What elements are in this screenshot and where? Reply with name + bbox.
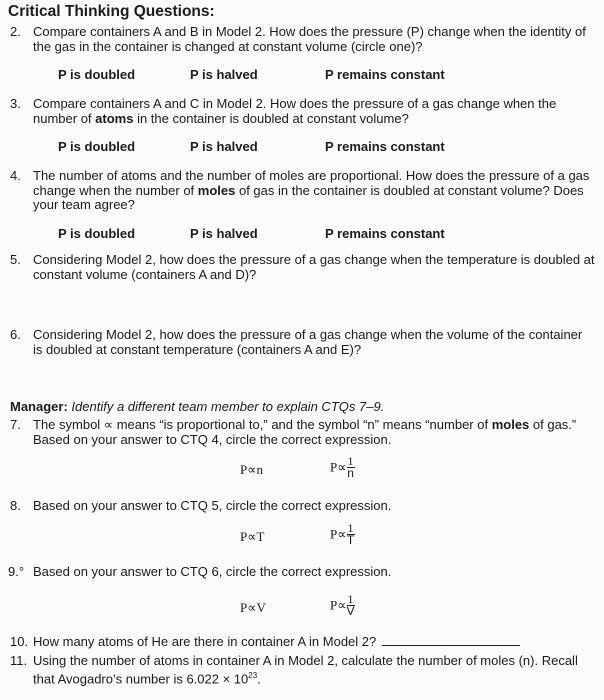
question-text: Compare containers A and B in Model 2. How does the pressure (P) change when the identity of the gas in the container is changed at constant volume (circle one)? bbox=[33, 24, 586, 54]
question-number: 4. bbox=[10, 168, 21, 183]
manager-instruction bbox=[10, 399, 384, 414]
choice-doubled[interactable]: P is doubled bbox=[58, 67, 136, 82]
question-5 bbox=[10, 253, 595, 282]
expression-p-prop-inv-v[interactable]: P∝ $\frac{1}{V}$ bbox=[330, 592, 355, 618]
choice-halved[interactable]: P is halved bbox=[190, 226, 258, 241]
choice-halved[interactable]: P is halved bbox=[190, 67, 258, 82]
question-7 bbox=[10, 418, 595, 447]
question-text: The number of atoms and the number of moles are proportional. How does the pressure of a gas change when the number of moles of gas in the container is doubled at constant volume? Does your team agree? bbox=[33, 168, 590, 212]
manager-label: Manager: bbox=[10, 399, 68, 414]
choice-constant[interactable]: P remains constant bbox=[325, 139, 445, 154]
question-number: 11. bbox=[10, 653, 28, 668]
question-text: Considering Model 2, how does the pressure of a gas change when the volume of the container is doubled at constant temperature (containers A and E)? bbox=[33, 327, 583, 357]
expression-p-prop-t[interactable]: P∝T bbox=[240, 529, 265, 544]
choice-doubled[interactable]: P is doubled bbox=[58, 226, 136, 241]
choice-constant[interactable]: P remains constant bbox=[325, 67, 445, 82]
question-11 bbox=[10, 654, 595, 686]
question-number: 6. bbox=[10, 327, 21, 342]
question-text: Compare containers A and C in Model 2. How does the pressure of a gas change when the number of atoms in the container is doubled at constant volume? bbox=[33, 96, 557, 126]
question-number: 5. bbox=[10, 252, 21, 267]
expression-p-prop-inv-n[interactable]: P∝ $\frac{1}{n}$ bbox=[330, 454, 354, 480]
question-text: Using the number of atoms in container A in Model 2, calculate the number of moles (n). Recall that Avogadro’s number is $6.022 \times 10^{23}$. bbox=[33, 653, 578, 686]
question-text: Based on your answer to CTQ 5, circle the correct expression. bbox=[33, 498, 392, 513]
question-10 bbox=[10, 635, 595, 650]
question-number: 3. bbox=[10, 96, 21, 111]
question-number: 8. bbox=[10, 498, 21, 513]
question-8 bbox=[10, 499, 595, 514]
expression-p-prop-n[interactable]: P∝n bbox=[240, 462, 264, 477]
question-text: The symbol ∝ means “is proportional to,” and the symbol “n” means “number of moles of gas.” Based on your answer to CTQ 4, circle the correct expression. bbox=[33, 417, 577, 447]
answer-blank[interactable] bbox=[382, 635, 520, 646]
expression-p-prop-v[interactable]: P∝V bbox=[240, 600, 266, 615]
question-text: How many atoms of He are there in container A in Model 2? bbox=[33, 635, 595, 650]
question-text: Considering Model 2, how does the pressure of a gas change when the temperature is doubled at constant volume (containers A and D)? bbox=[33, 252, 595, 282]
choice-halved[interactable]: P is halved bbox=[190, 139, 258, 154]
question-number: 9.° bbox=[8, 564, 25, 579]
choice-doubled[interactable]: P is doubled bbox=[58, 139, 136, 154]
question-number: 2. bbox=[10, 24, 21, 39]
question-text: Based on your answer to CTQ 6, circle the correct expression. bbox=[33, 564, 392, 579]
question-number: 10. bbox=[10, 634, 29, 649]
question-number: 7. bbox=[10, 417, 21, 432]
question-3 bbox=[10, 97, 595, 126]
question-2 bbox=[10, 25, 595, 54]
question-4 bbox=[10, 169, 595, 213]
expression-p-prop-inv-t[interactable]: P∝ $\frac{1}{T}$ bbox=[330, 521, 355, 547]
manager-text: Identify a different team member to explain CTQs 7–9. bbox=[71, 399, 385, 414]
question-9 bbox=[8, 565, 593, 580]
choice-constant[interactable]: P remains constant bbox=[325, 226, 445, 241]
question-6 bbox=[10, 328, 595, 357]
page-title: Critical Thinking Questions: bbox=[8, 3, 215, 20]
